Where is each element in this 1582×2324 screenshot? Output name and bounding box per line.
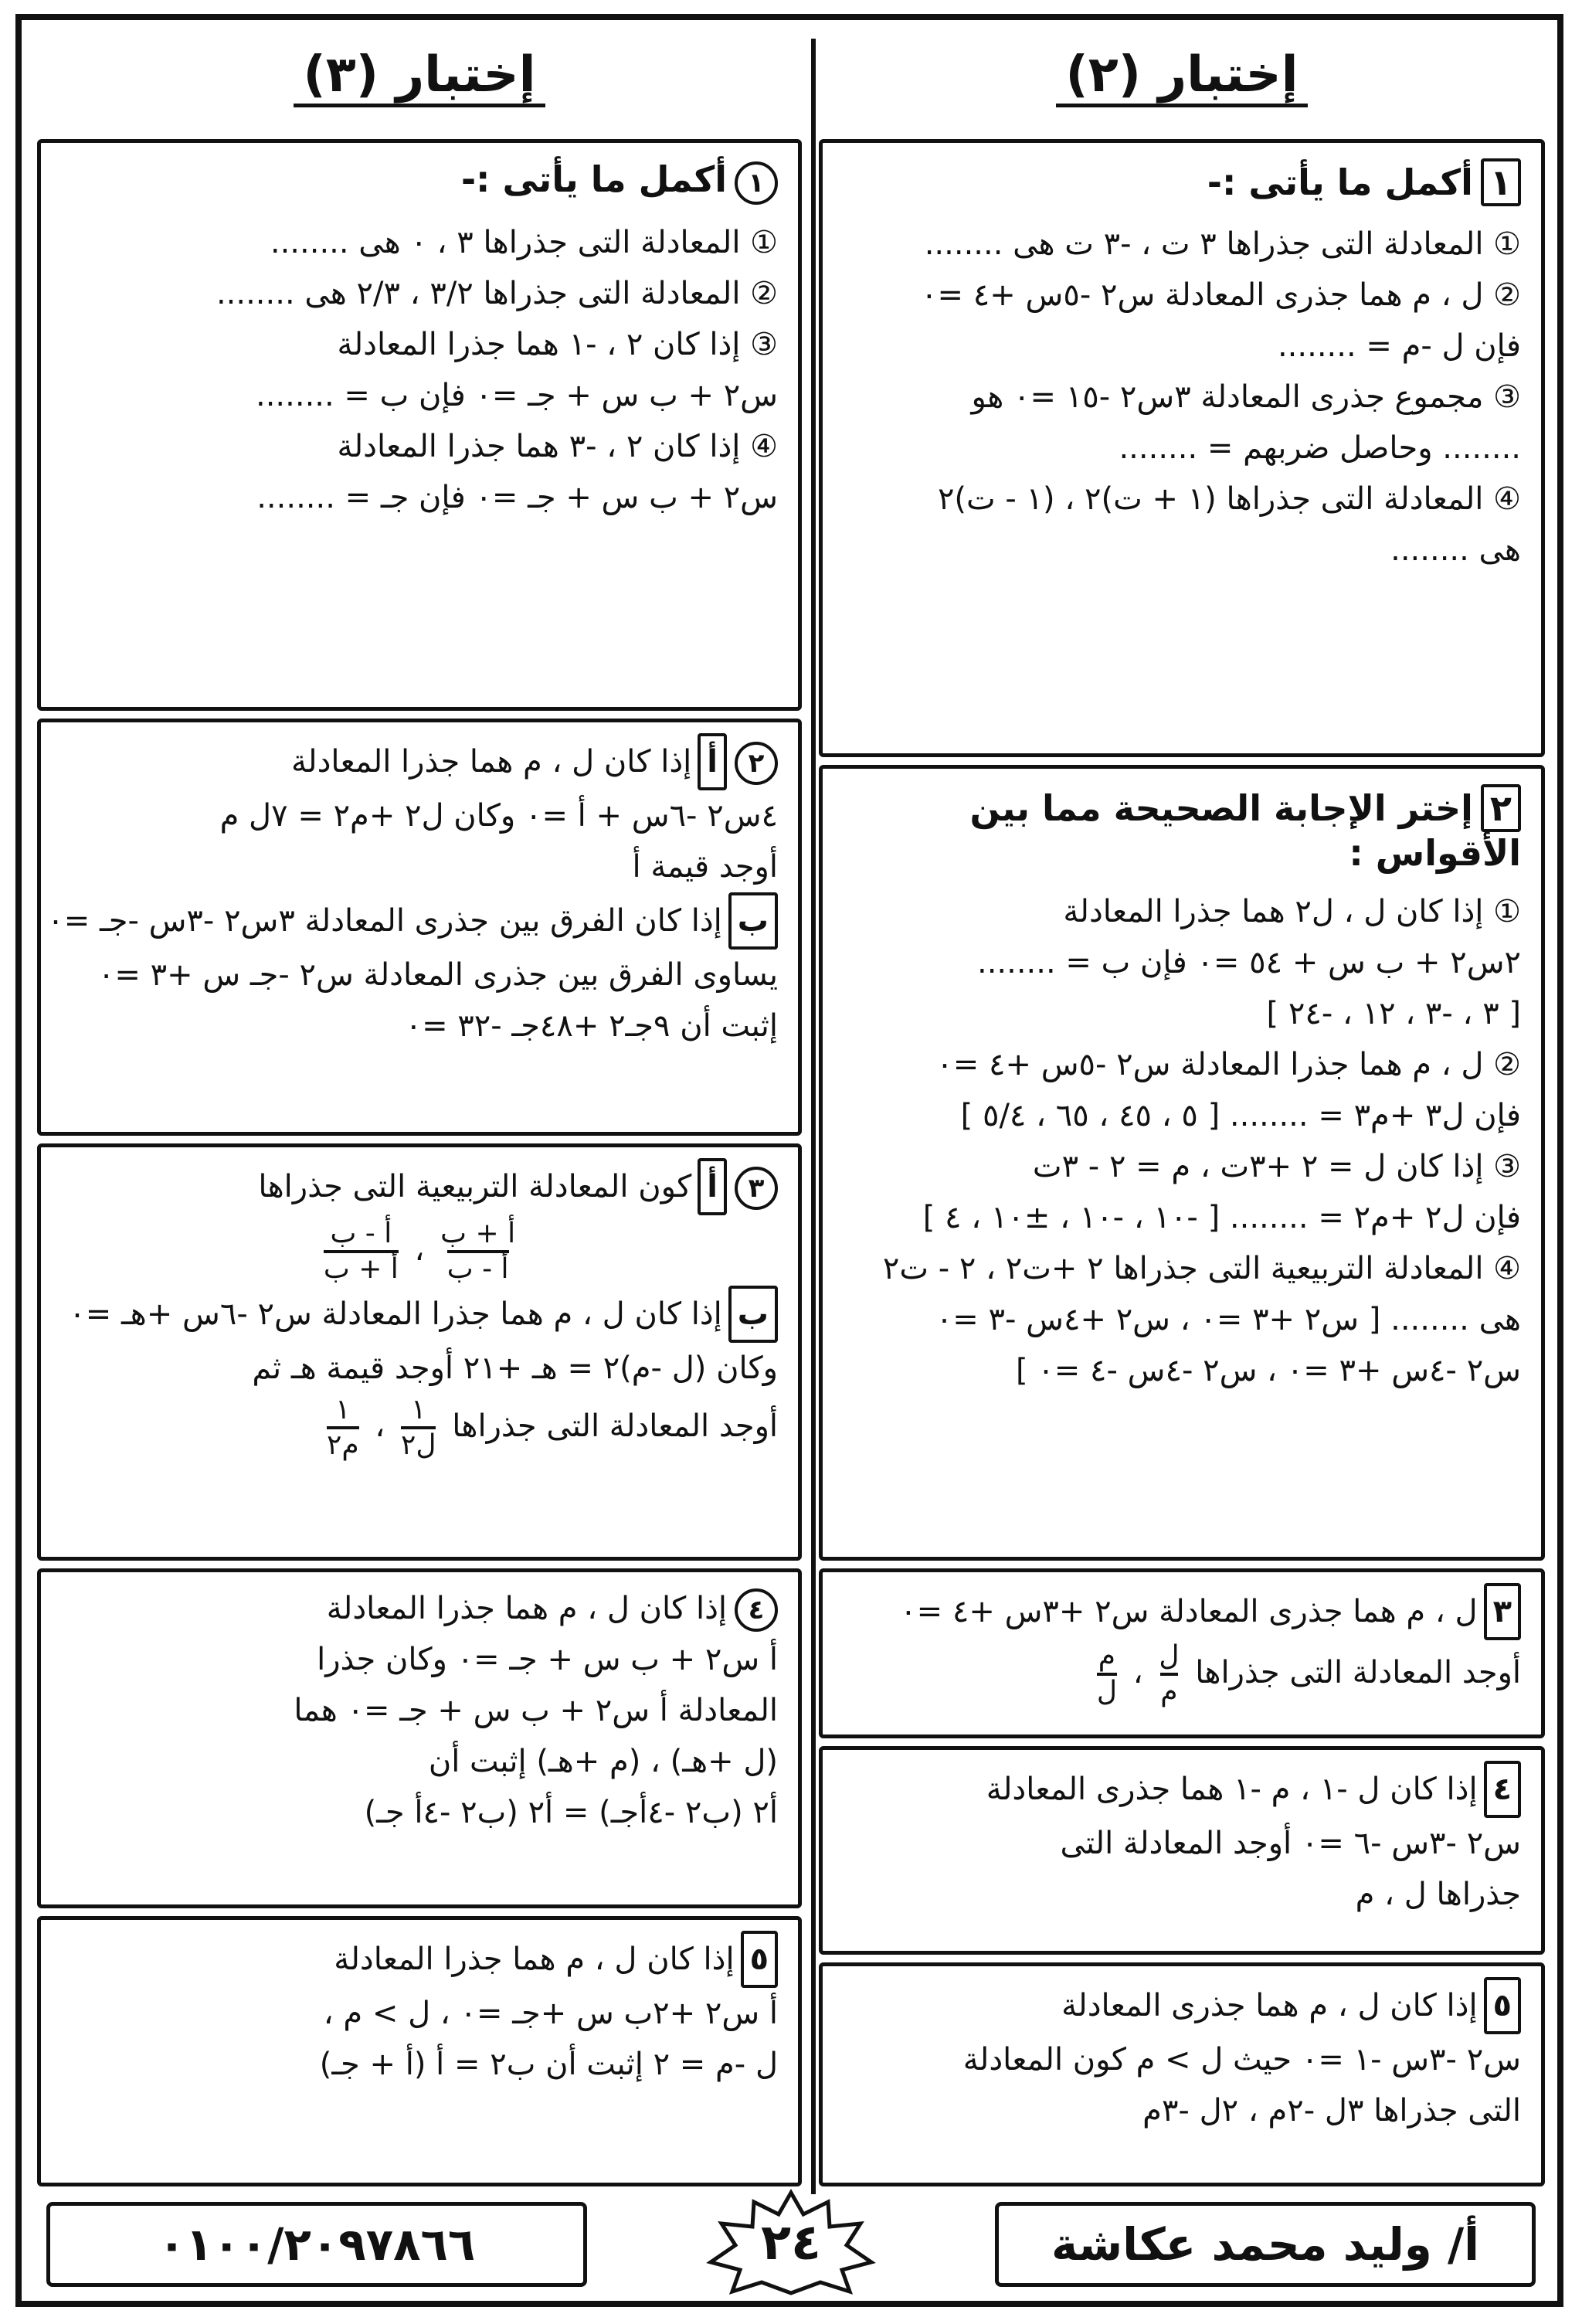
exam-3-section-5 xyxy=(37,1916,802,2186)
fraction-a-plus-b: $\frac{\text{أ + ب}}{\text{أ - ب}}$ xyxy=(440,1218,516,1285)
exam-3-s2-a3: أوجد قيمة أ xyxy=(632,849,778,885)
fraction-1: $\frac{\text{ل}}{\text{م}}$ xyxy=(1159,1640,1180,1707)
exam-3-s5-l1: ٥إذا كان ل ، م هما جذرا المعادلة xyxy=(61,1931,778,1988)
exam-3-s1-q4a: ④ إذا كان ٢ ، -٣ هما جذرا المعادلة xyxy=(337,429,778,464)
exam-3-section-1 xyxy=(37,139,802,711)
exam-2-s1-q4a: ④ المعادلة التى جذراها (١ + ت)٢ ، (١ - ت)٢ xyxy=(937,481,1521,517)
exam-3-section-2 xyxy=(37,719,802,1136)
column-divider xyxy=(811,39,816,2194)
exam-2-s5-line2: س٢ -٣س -١ =٠ حيث ل > م كون المعادلة xyxy=(962,2042,1521,2078)
exam-2-s3-line1: ٣ل ، م هما جذرى المعادلة س٢ +٣س +٤ =٠ xyxy=(843,1583,1521,1640)
exam-3-section-3 xyxy=(37,1143,802,1561)
phone-number: ٠١٠٠/٢٠٩٧٨٦٦ xyxy=(46,2202,587,2287)
exam-3-s5-l3: ل -م = ٢ إثبت أن ب٢ = أ (أ + جـ) xyxy=(319,2047,778,2082)
exam-3-s2-b3: إثبت أن ٩جـ٢ +٤٨جـ -٣٢ =٠ xyxy=(405,1008,778,1044)
exam-2-section-3 xyxy=(819,1568,1545,1738)
fraction-2: $\frac{\text{م}}{\text{ل}}$ xyxy=(1096,1640,1117,1707)
exam-2-s2-q2a: ② ل ، م هما جذرا المعادلة س٢ -٥س +٤ =٠ xyxy=(936,1047,1521,1082)
exam-3-s2-b2: يساوى الفرق بين جذرى المعادلة س٢ -جـ س +٣ =٠ xyxy=(97,957,778,993)
exam-3-s1-q3b: س٢ + ب س + جـ =٠ فإن ب = ........ xyxy=(256,378,778,413)
exam-3-s3-b1: بإذا كان ل ، م هما جذرا المعادلة س٢ -٦س +هـ =٠ xyxy=(61,1286,778,1343)
exam-3-s3-a-fractions: $\frac{\text{أ + ب}}{\text{أ - ب}}$ ، $\frac{\text{أ - ب}}{\text{أ + ب}}$ xyxy=(323,1218,516,1285)
page-number-badge xyxy=(706,2188,876,2296)
exam-3-title: إختبار (٣) xyxy=(37,46,802,104)
exam-2-s4-line3: جذراها ل ، م xyxy=(1355,1877,1521,1912)
exam-2-s2-q4a: ④ المعادلة التربيعية التى جذراها ٢ +ت٢ ، ٢ - ت٢ xyxy=(882,1251,1521,1286)
exam-2-s2-q4b: هى ........ [ س٢ +٣ =٠ ، س٢ +٤س -٣ =٠ xyxy=(935,1302,1521,1337)
fraction-1-over-l2: $\frac{١}{\text{ل٢}}$ xyxy=(400,1394,436,1461)
exam-2-section-5 xyxy=(819,1962,1545,2186)
exam-3-s1-q2: ② المعادلة التى جذراها ٣/٢ ، ٢/٣ هى ........ xyxy=(216,276,778,311)
exam-2-s2-q1a: ① إذا كان ل ، ل٢ هما جذرا المعادلة xyxy=(1063,894,1521,929)
exam-2-s1-q3a: ③ مجموع جذرى المعادلة ٣س٢ -١٥ =٠ هو xyxy=(971,379,1521,415)
exam-2-s4-line2: س٢ -٣س -٦ =٠ أوجد المعادلة التى xyxy=(1060,1826,1521,1861)
page-footer xyxy=(46,2202,1536,2287)
exam-2-s3-line2: أوجد المعادلة التى جذراها $\frac{\text{ل}}{\text{م}}$ ، $\frac{\text{م}}{\text{ل}}$ xyxy=(1096,1640,1521,1707)
exam-2-title: إختبار (٢) xyxy=(819,46,1545,104)
fraction-1-over-m2: $\frac{١}{\text{م٢}}$ xyxy=(326,1394,359,1461)
exam-2-s1-q2a: ② ل ، م هما جذرى المعادلة س٢ -٥س +٤ =٠ xyxy=(921,277,1521,313)
exam-3-s3-b2: وكان (ل -م)٢ = هـ +٢١ أوجد قيمة هـ ثم xyxy=(252,1351,778,1386)
exam-3-s1-q3a: ③ إذا كان ٢ ، -١ هما جذرا المعادلة xyxy=(337,327,778,362)
exam-3-s4-l1: ٤إذا كان ل ، م هما جذرا المعادلة xyxy=(61,1583,778,1634)
exam-2-section-2 xyxy=(819,765,1545,1561)
exam-3-s2-a2: ٤س٢ -٦س + أ =٠ وكان ل٢ +م٢ = ٧ل م xyxy=(219,798,778,834)
exam-2-s1-q4b: هى ........ xyxy=(1390,532,1521,568)
exam-2-s2-header: ٢إختر الإجابة الصحيحة مما بين الأقواس : xyxy=(843,784,1521,874)
exam-2-s2-q2b: فإن ل٣ +م٣ = ........ [ ٥ ، ٤٥ ، ٦٥ ، ٥/٤ ] xyxy=(960,1098,1521,1133)
exam-2-s4-line1: ٤إذا كان ل -١ ، م -١ هما جذرى المعادلة xyxy=(843,1761,1521,1818)
exam-3-column xyxy=(37,39,802,2186)
exam-2-column xyxy=(819,39,1545,2186)
exam-2-s5-line1: ٥إذا كان ل ، م هما جذرى المعادلة xyxy=(843,1977,1521,2034)
exam-3-s2-a1: ٢أإذا كان ل ، م هما جذرا المعادلة xyxy=(61,733,778,790)
exam-2-section-1 xyxy=(819,139,1545,757)
fraction-a-minus-b: $\frac{\text{أ - ب}}{\text{أ + ب}}$ xyxy=(323,1218,399,1285)
exam-2-s1-q1: ① المعادلة التى جذراها ٣ ت ، -٣ ت هى ........ xyxy=(924,226,1521,262)
exam-3-s1-header: ١أكمل ما يأتى :- xyxy=(61,158,778,205)
exam-2-s2-q1c: [ ٣ ، -٣ ، ١٢ ، -٢٤ ] xyxy=(1266,996,1521,1031)
exam-2-s2-q3a: ③ إذا كان ل = ٢ +٣ت ، م = ٢ - ٣ت xyxy=(1032,1149,1521,1184)
exam-2-s2-q3b: فإن ل٢ +م٢ = ........ [ -١٠ ، -١٠ ، ±١٠ ، ٤ ] xyxy=(922,1200,1521,1235)
exam-3-s4-l5: أ٢ (ب٢ -٤أجـ) = أ٢ (ب٢ -٤أ جـ) xyxy=(364,1795,778,1830)
exam-2-s1-header: ١أكمل ما يأتى :- xyxy=(843,158,1521,206)
exam-3-s3-a1: ٣أكون المعادلة التربيعية التى جذراها xyxy=(61,1158,778,1215)
exam-2-s1-q3b: ........ وحاصل ضربهم = ........ xyxy=(1119,430,1521,466)
exam-3-s4-l4: (ل +هـ) ، (م +هـ) إثبت أن xyxy=(428,1744,778,1779)
exam-2-s5-line3: التى جذراها ٣ل -٢م ، ٢ل -٣م xyxy=(1142,2093,1521,2129)
page-number: ٢٤ xyxy=(760,2214,822,2271)
exam-2-s1-q2b: فإن ل -م = ........ xyxy=(1277,328,1521,364)
exam-2-section-4 xyxy=(819,1746,1545,1955)
exam-3-s4-l2: أ س٢ + ب س + جـ =٠ وكان جذرا xyxy=(317,1642,778,1677)
exam-3-s4-l3: المعادلة أ س٢ + ب س + جـ =٠ هما xyxy=(294,1693,778,1728)
exam-3-s3-b3: أوجد المعادلة التى جذراها $\frac{١}{\text{ل٢}}$ ، $\frac{١}{\text{م٢}}$ xyxy=(326,1394,778,1461)
exam-3-s1-q1: ① المعادلة التى جذراها ٣ ، ٠ هى ........ xyxy=(270,225,778,260)
exam-3-section-4 xyxy=(37,1568,802,1908)
exam-2-s2-q4c: س٢ -٤س +٣ =٠ ، س٢ -٤س -٤ =٠ ] xyxy=(1015,1353,1521,1388)
exam-2-s2-q1b: ٢س٢ + ب س + ٥٤ =٠ فإن ب = ........ xyxy=(976,945,1521,980)
exam-3-s2-b1: بإذا كان الفرق بين جذرى المعادلة ٣س٢ -٣س -جـ =٠ xyxy=(61,892,778,950)
author-name: أ/ وليد محمد عكاشة xyxy=(995,2202,1536,2287)
exam-3-s5-l2: أ س٢ +٢ب س +جـ =٠ ، ل > م ، xyxy=(323,1996,778,2031)
exam-3-s1-q4b: س٢ + ب س + جـ =٠ فإن جـ = ........ xyxy=(256,480,778,515)
